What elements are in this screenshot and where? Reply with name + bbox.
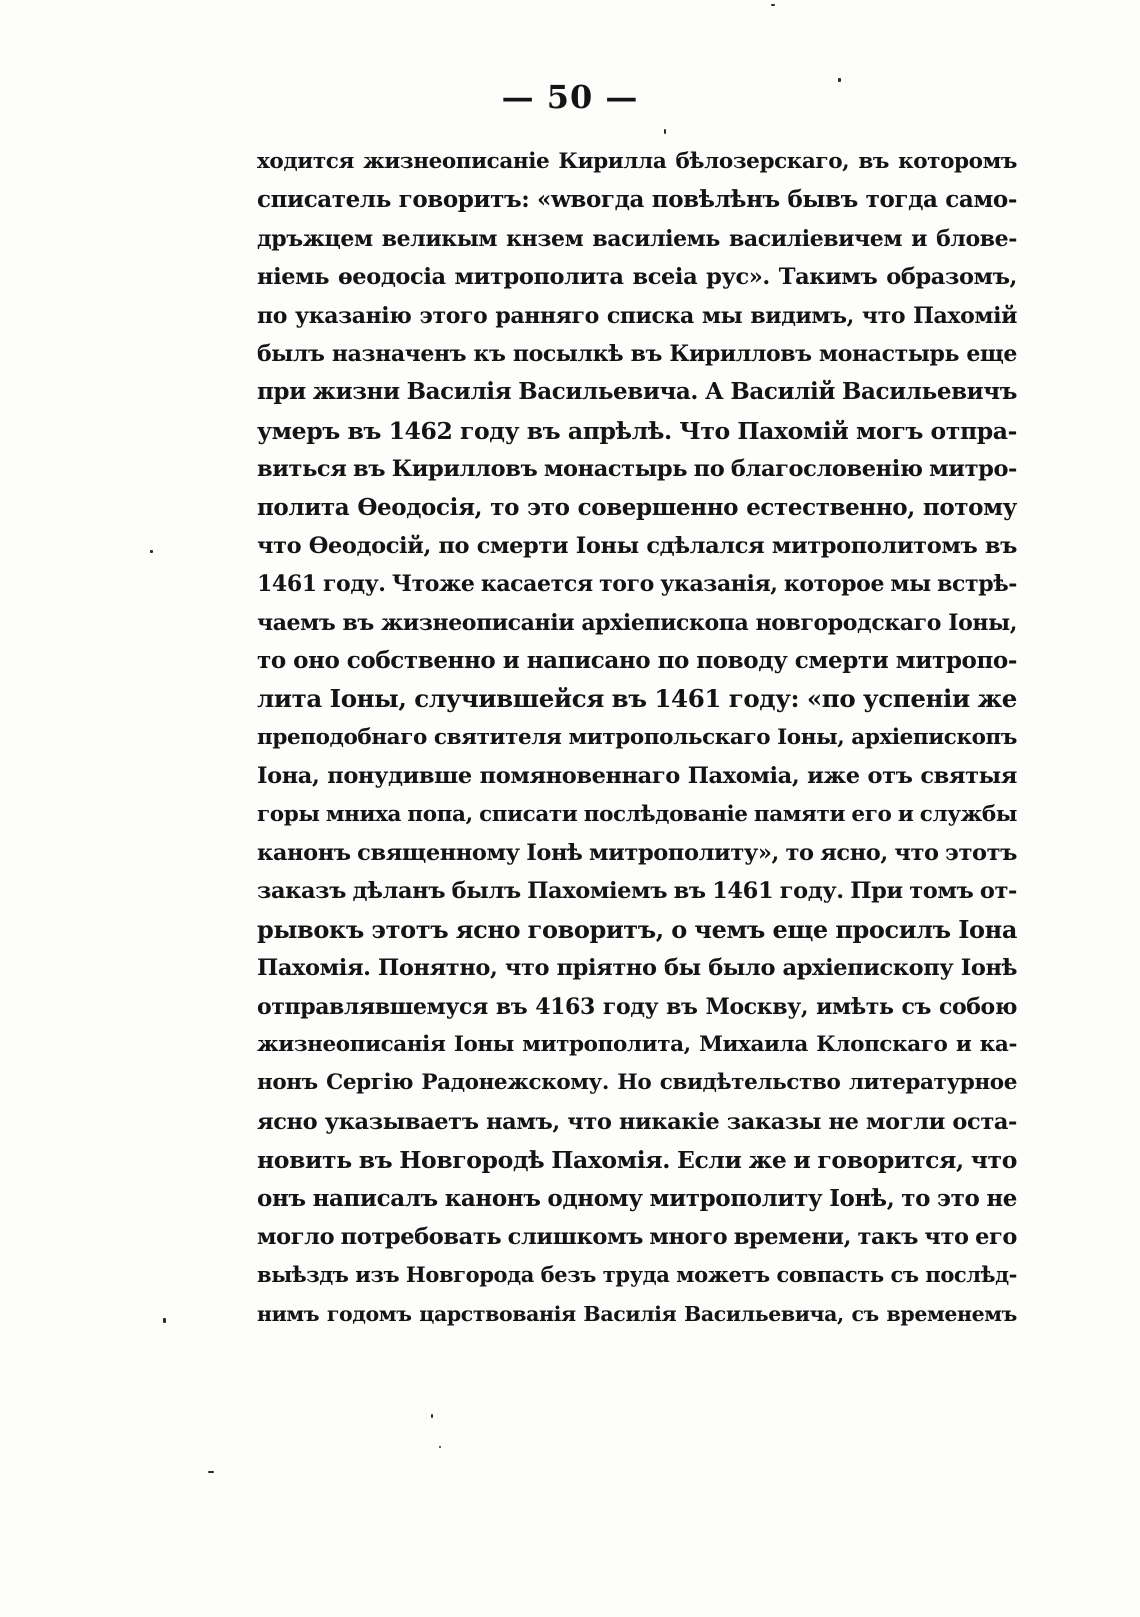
text-line: ясно указываетъ намъ, что никакіе заказы не могли оста-: [257, 1108, 1017, 1135]
text-line: дръжцем великым кнзем василіемь василіевичем и блове-: [257, 225, 1017, 252]
text-line: лита Іоны, случившейся въ 1461 году: «по успеніи же: [257, 684, 1017, 714]
scan-speck: [439, 1446, 441, 1448]
text-line: преподобнаго святителя митропольскаго Іоны, архіепископъ: [257, 724, 1017, 750]
text-line: ходится жизнеописаніе Кирилла бѣлозерскаго, въ которомъ: [257, 149, 1017, 174]
text-line: онъ написалъ канонъ одному митрополиту Іонѣ, то это не: [257, 1184, 1017, 1212]
scan-speck: [431, 1414, 433, 1418]
text-line: что Ѳеодосій, по смерти Іоны сдѣлался митрополитомъ въ: [257, 532, 1017, 559]
text-line: былъ назначенъ къ посылкѣ въ Кирилловъ монастырь еще: [257, 340, 1017, 367]
text-line: то оно собственно и написано по поводу смерти митропо-: [257, 647, 1017, 675]
page-text: [257, 143, 1017, 1333]
text-line: могло потребовать слишкомъ много времени, такъ что его: [257, 1223, 1017, 1250]
text-line: виться въ Кирилловъ монастырь по благословенію митро-: [257, 456, 1017, 483]
text-line: отправлявшемуся въ 4163 году въ Москву, имѣть съ собою: [257, 993, 1017, 1020]
text-line: полита Ѳеодосія, то это совершенно естественно, потому: [257, 493, 1017, 521]
text-line: выѣздъ изъ Новгорода безъ труда можетъ совпасть съ послѣд-: [257, 1262, 1017, 1288]
text-line: нонъ Сергію Радонежскому. Но свидѣтельство литературное: [257, 1070, 1017, 1096]
text-line: списатель говоритъ: «wвогда повѣлѣнъ бывъ тогда само-: [257, 186, 1017, 214]
text-line: рывокъ этотъ ясно говоритъ, о чемъ еще просилъ Іона: [257, 914, 1017, 944]
scan-speck: [163, 1318, 166, 1323]
text-line: жизнеописанія Іоны митрополита, Михаила Клопскаго и ка-: [257, 1031, 1017, 1057]
text-line: канонъ священному Іонѣ митрополиту», то ясно, что этотъ: [257, 840, 1017, 867]
text-line: Пахомія. Понятно, что пріятно бы было архіепископу Іонѣ: [257, 955, 1017, 982]
scan-speck: [838, 78, 841, 82]
text-line: при жизни Василія Васильевича. А Василій Васильевичъ: [257, 378, 1017, 406]
scan-speck: [771, 4, 775, 6]
scan-speck: [150, 550, 153, 553]
text-line: заказъ дѣланъ былъ Пахоміемъ въ 1461 году. При томъ от-: [257, 878, 1017, 905]
text-line: умеръ въ 1462 году въ апрѣлѣ. Что Пахомій могъ отпра-: [257, 416, 1017, 445]
text-line: 1461 году. Чтоже касается того указанія, которое мы встрѣ-: [257, 571, 1017, 598]
scan-speck: [208, 1471, 214, 1473]
text-line: новить въ Новгородѣ Пахомія. Если же и говорится, что: [257, 1146, 1017, 1175]
text-line: по указанію этого ранняго списка мы видимъ, что Пахомій: [257, 302, 1017, 329]
text-line: чаемъ въ жизнеописаніи архіепископа новгородскаго Іоны,: [257, 609, 1017, 636]
text-line: ніемь ѳеодосіа митрополита всеіа рус». Такимъ образомъ,: [257, 264, 1017, 291]
text-line: Іона, понудивше помяновеннаго Пахоміа, иже отъ святыя: [257, 763, 1017, 790]
page-number: — 50 —: [501, 78, 639, 116]
text-line: горы мниха попа, списати послѣдованіе памяти его и службы: [257, 801, 1017, 827]
text-line: нимъ годомъ царствованія Василія Васильевича, съ временемъ: [257, 1301, 1017, 1326]
scan-speck: [664, 129, 666, 134]
